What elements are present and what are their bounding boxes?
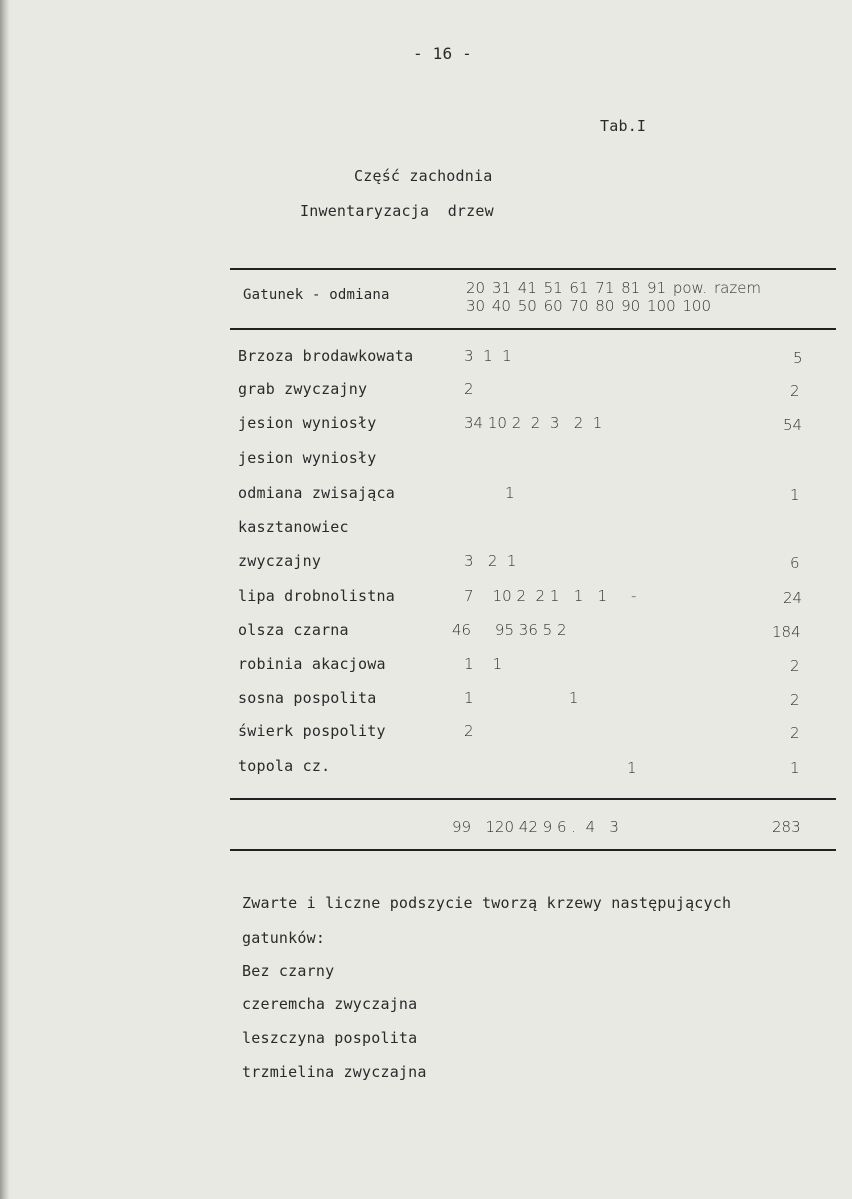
row-total: 2 [790, 691, 800, 709]
row-total: 2 [790, 382, 800, 400]
row-total: 6 [790, 554, 800, 572]
row-total: 184 [772, 623, 801, 641]
row-name: sosna pospolita [238, 689, 377, 707]
list-item: czeremcha zwyczajna [242, 995, 418, 1013]
row-values: 3 2 1 [464, 552, 517, 570]
row-values: 7 10 2 2 1 1 1 - [464, 587, 637, 605]
paragraph-line: Zwarte i liczne podszycie tworzą krzewy następujących [242, 894, 732, 912]
binding-edge [0, 0, 10, 1199]
row-values: 3 1 1 [464, 347, 512, 365]
sum-values: 99 120 42 9 6 . 4 3 [452, 818, 619, 836]
list-item: trzmielina zwyczajna [242, 1063, 427, 1081]
subheading: Inwentaryzacja drzew [300, 202, 494, 220]
col-header-bottom: 30 40 50 60 70 80 90 100 100 [466, 297, 712, 315]
row-name: jesion wyniosły [238, 414, 377, 432]
row-name: grab zwyczajny [238, 380, 368, 398]
header-rule [230, 328, 836, 330]
row-name: olsza czarna [238, 621, 349, 639]
row-values: 1 [505, 484, 515, 502]
row-name: kasztanowiec [238, 518, 349, 536]
table-label: Tab.I [600, 117, 647, 135]
row-total: 24 [783, 589, 803, 607]
row-name: topola cz. [238, 757, 331, 775]
row-name: jesion wyniosły [238, 449, 377, 467]
row-values: 2 [464, 380, 474, 398]
row-name: świerk pospolity [238, 722, 386, 740]
row-total: 1 [790, 486, 800, 504]
col-header-top: 20 31 41 51 61 71 81 91 pow. razem [466, 279, 762, 297]
row-total: 5 [793, 349, 803, 367]
row-total: 2 [790, 724, 800, 742]
row-values: 46 95 36 5 2 [452, 621, 567, 639]
row-values: 1 1 [464, 689, 579, 707]
sum-total: 283 [772, 818, 801, 836]
row-total: 54 [783, 416, 803, 434]
row-values: 1 1 [464, 655, 503, 673]
row-total: 1 [790, 759, 800, 777]
row-total: 2 [790, 657, 800, 675]
row-name: lipa drobnolistna [238, 587, 395, 605]
heading: Część zachodnia [354, 167, 493, 185]
row-values: 34 10 2 2 3 2 1 [464, 414, 603, 432]
row-name: odmiana zwisająca [238, 484, 395, 502]
row-values: 2 [464, 722, 474, 740]
table-bottom-rule [230, 849, 836, 851]
row-name: Brzoza brodawkowata [238, 347, 414, 365]
row-name: robinia akacjowa [238, 655, 386, 673]
species-header: Gatunek - odmiana [243, 287, 390, 303]
list-item: leszczyna pospolita [242, 1029, 418, 1047]
row-values: 1 [627, 759, 637, 777]
page-number: - 16 - [413, 44, 472, 63]
list-item: Bez czarny [242, 962, 335, 980]
sum-top-rule [230, 798, 836, 800]
table-top-rule [230, 268, 836, 270]
paragraph-line: gatunków: [242, 929, 326, 947]
row-name: zwyczajny [238, 552, 322, 570]
